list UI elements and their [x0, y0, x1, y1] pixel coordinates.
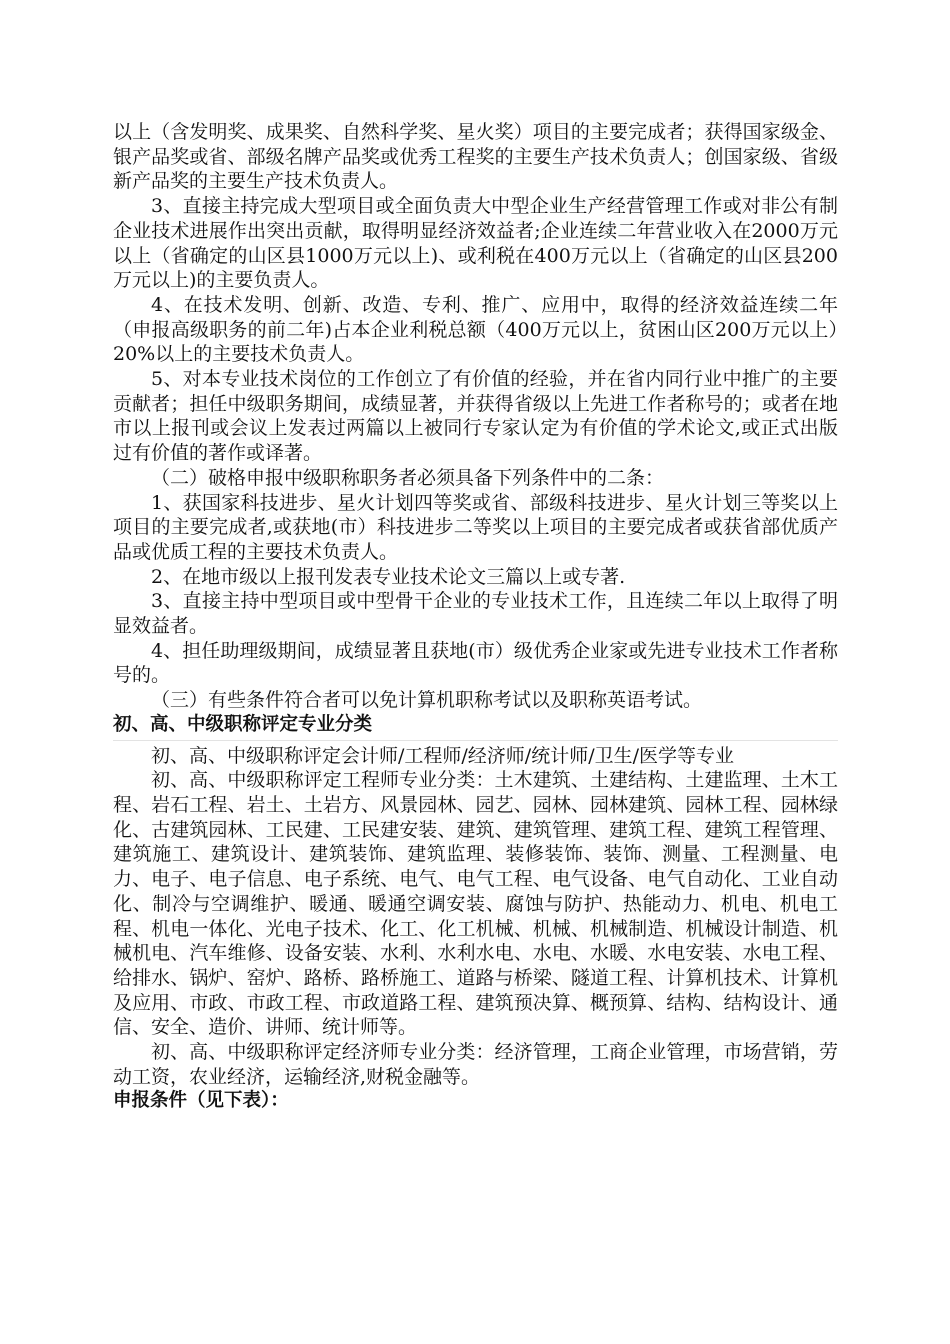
heading-divider: [113, 740, 838, 741]
section-heading-classification: 初、高、中级职称评定专业分类: [113, 713, 373, 735]
document-page: [113, 120, 838, 1114]
paragraph-economist-majors: 初、高、中级职称评定经济师专业分类：经济管理，工商企业管理，市场营销，劳动工资，农业经济，运输经济,财税金融等。: [113, 1041, 838, 1088]
paragraph-section-2-item-1: 1、获国家科技进步、星火计划四等奖或省、部级科技进步、星火计划三等奖以上项目的主要完成者,或获地(市）科技进步二等奖以上项目的主要完成者或获省部优质产品或优质工程的主要技术负责人。: [113, 491, 838, 563]
paragraph-item-3: 3、直接主持完成大型项目或全面负责大中型企业生产经营管理工作或对非公有制企业技术进展作出突出贡献，取得明显经济效益者;企业连续二年营业收入在2000万元以上（省确定的山区县1000万元以上)、或利税在400万元以上（省确定的山区县200万元以上)的主要负责人。: [113, 195, 838, 292]
paragraph-section-2-item-4: 4、担任助理级期间，成绩显著且获地(市）级优秀企业家或先进专业技术工作者称号的。: [113, 639, 838, 687]
paragraph-section-3: （三）有些条件符合者可以免计算机职称考试以及职称英语考试。: [151, 689, 703, 712]
paragraph-section-2: （二）破格申报中级职称职务者必须具备下列条件中的二条：: [151, 466, 665, 489]
paragraph-classification-intro: 初、高、中级职称评定会计师/工程师/经济师/统计师/卫生/医学等专业: [151, 744, 735, 767]
paragraph-engineer-majors: 初、高、中级职称评定工程师专业分类：土木建筑、土建结构、土建监理、土木工程、岩石工程、岩土、土岩方、风景园林、园艺、园林、园林建筑、园林工程、园林绿化、古建筑园林、工民建、工民建安装、建筑、建筑管理、建筑工程、建筑工程管理、建筑施工、建筑设计、建筑装饰、建筑监理、装修装饰、装饰、测量、工程测量、电力、电子、电子信息、电子系统、电气、电气工程、电气设备、电气自动化、工业自动化、制冷与空调维护、暖通、暖通空调安装、腐蚀与防护、热能动力、机电、机电工程、机电一体化、光电子技术、化工、化工机械、机械、机械制造、机械设计制造、机械机电、汽车维修、设备安装、水利、水利水电、水电、水暖、水电安装、水电工程、给排水、锅炉、窑炉、路桥、路桥施工、道路与桥梁、隧道工程、计算机技术、计算机及应用、市政、市政工程、市政道路工程、建筑预决算、概预算、结构、结构设计、通信、安全、造价、讲师、统计师等。: [113, 769, 838, 1039]
paragraph-item-5: 5、对本专业技术岗位的工作创立了有价值的经验，并在省内同行业中推广的主要贡献者；担任中级职务期间，成绩显著，并获得省级以上先进工作者称号的；或者在地市以上报刊或会议上发表过两篇以上被同行专家认定为有价值的学术论文,或正式出版过有价值的著作或译著。: [113, 368, 838, 465]
paragraph-section-2-item-2: 2、在地市级以上报刊发表专业技术论文三篇以上或专著.: [151, 565, 626, 588]
paragraph-section-2-item-3: 3、直接主持中型项目或中型骨干企业的专业技术工作，且连续二年以上取得了明显效益者。: [113, 590, 838, 638]
paragraph-item-4: 4、在技术发明、创新、改造、专利、推广、应用中，取得的经济效益连续二年（申报高级职务的前二年)占本企业利税总额（400万元以上，贫困山区200万元以上）20%以上的主要技术负责人。: [113, 293, 838, 366]
paragraph-continuation: 以上（含发明奖、成果奖、自然科学奖、星火奖）项目的主要完成者；获得国家级金、银产品奖或省、部级名牌产品奖或优秀工程奖的主要生产技术负责人；创国家级、省级新产品奖的主要生产技术负责人。: [113, 121, 838, 193]
section-heading-conditions: 申报条件（见下表）：: [113, 1090, 289, 1112]
